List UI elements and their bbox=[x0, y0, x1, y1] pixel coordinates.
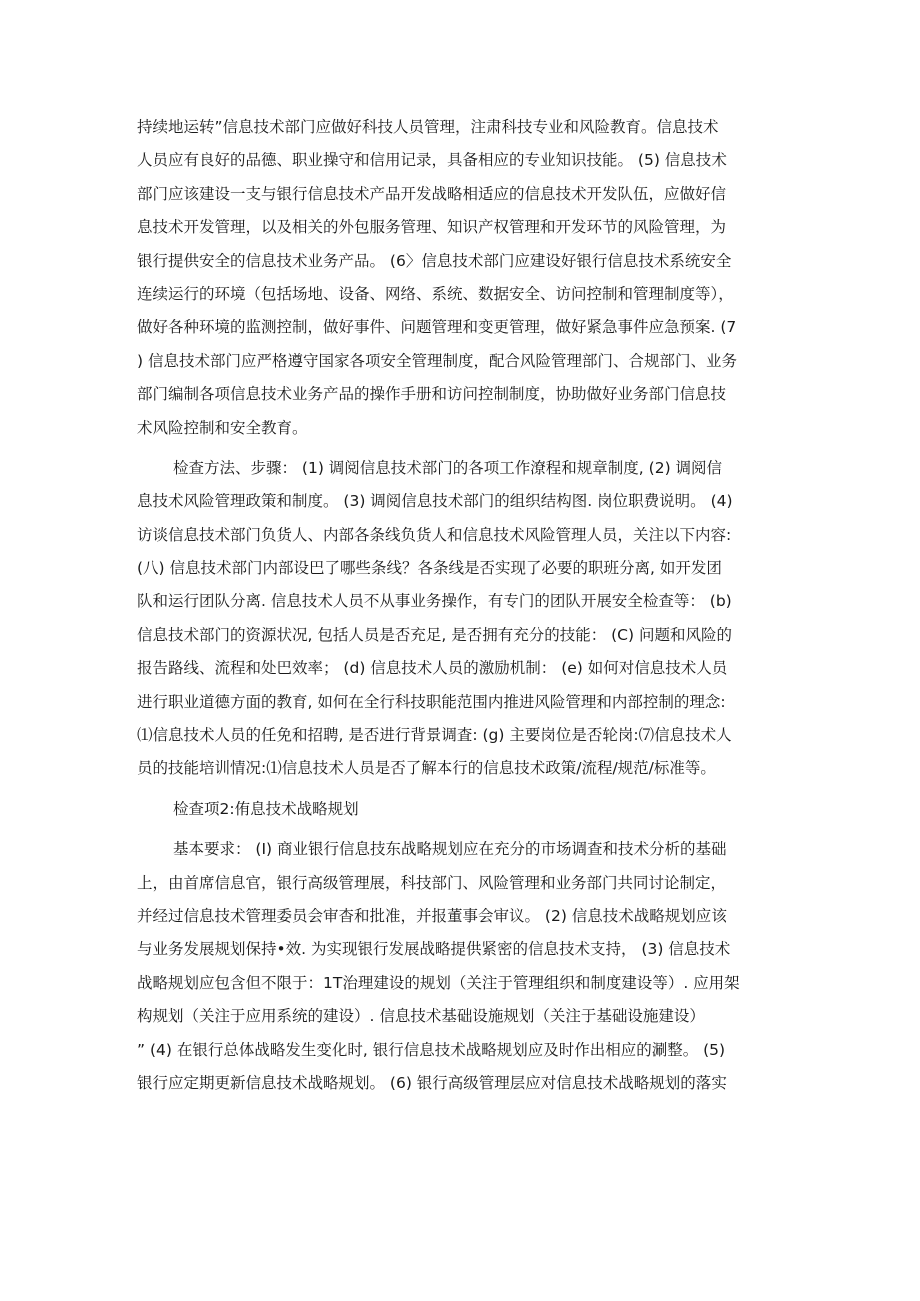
text-line: 术风险控制和安全教育。 bbox=[137, 418, 308, 437]
text-line: 部门编制各项信息技术业务产品的操作手册和访问控制制度，协助做好业务部门信息技 bbox=[137, 385, 727, 404]
paragraph-gap bbox=[137, 445, 797, 452]
text-line: ) 信息技术部门应严格遵守国家各项安全管理制度，配合风险管理部门、合规部门、业务 bbox=[137, 351, 737, 370]
text-line: (八) 信息技术部门内部设巴了哪些条线？各条线是否实现了必要的职班分离, 如开发团 bbox=[137, 559, 722, 578]
text-line: 银行提供安全的信息技术业务产品。 (6〉信息技术部门应建设好银行信息技术系统安全 bbox=[137, 251, 732, 270]
text-line: 上，由首席信息官，银行高级管理展，科技部门、风险管理和业务部门共同讨论制定， bbox=[137, 873, 727, 892]
text-line: 员的技能培训情况:⑴信息技术人员是否了解本行的信息技术政策/流程/规范/标准等。 bbox=[137, 759, 716, 778]
text-line: 与业务发展规划保持•效. 为实现银行发展战略提供紧密的信息技术支持， (3) 信息技术 bbox=[137, 940, 731, 959]
text-line: 并经过信息技术管理委员会审杳和批准，并报董事会审议。 (2) 信息技术战略规划应该 bbox=[137, 906, 727, 925]
paragraph-gap bbox=[137, 826, 797, 833]
text-line: 息技术风险管理政策和制度。 (3) 调阅信息技术部门的组织结构图. 岗位职费说明。 (4) bbox=[137, 492, 733, 511]
text-line: ⑴信息技术人员的任免和招聘, 是否进行背景调査: (g) 主要岗位是否轮岗:⑺信息技术人 bbox=[137, 726, 732, 745]
text-line: 持续地运转”信息技术部门应做好科技人员管理，注肃科技专业和风险教育。信息技术 bbox=[137, 118, 719, 136]
text-line: 访谈信息技术部门负货人、内部各条线负货人和信息技术风险管理人员，关注以下内容: bbox=[137, 525, 732, 544]
paragraph-requirements-continued bbox=[137, 111, 797, 445]
paragraph-gap bbox=[137, 786, 797, 793]
document-body bbox=[137, 111, 797, 1100]
text-line: 构规划（关注于应用系统的建设）. 信息技术基础设施规划（关注于基础设施建设） bbox=[137, 1007, 705, 1026]
paragraph-inspection-methods bbox=[137, 452, 797, 786]
text-line: 信息技术部门的资源状况, 包括人员是否充足, 是否拥有充分的技能： (C) 问题和风险的 bbox=[137, 625, 732, 644]
text-line: ” (4) 在银行总体战略发生变化时, 银行信息技术战略规划应及时作出相应的涮整。 (5) bbox=[137, 1040, 726, 1059]
text-line: 队和运行团队分离. 信息技术人员不从事业务操作，有专门的团队开展安全检查等： (b) bbox=[137, 592, 732, 611]
text-line: 银行应定期更新信息技术战略规划。 (6) 银行高级管理层应对信息技术战略规划的落实 bbox=[137, 1073, 727, 1092]
text-line: 部门应该建设一支与银行信息技术产品开发战略相适应的信息技术开发队伍，应做好信 bbox=[137, 184, 727, 203]
paragraph-basic-requirements bbox=[137, 833, 797, 1100]
text-line: 人员应有良好的品德、职业操守和信用记录，具备相应的专业知识技能。 (5) 信息技术 bbox=[137, 151, 727, 170]
text-line: 息技术开发管理，以及相关的外包服务管理、知识产权管理和开发环节的风险管理，为 bbox=[137, 218, 727, 237]
text-line: 连续运行的环境（包括场地、设备、网络、系统、数据安全、访问控制和管理制度等）， bbox=[137, 284, 734, 303]
text-line: 检查方法、步骤： (1) 调阅信息技术部门的各项工作潦程和规章制度, (2) 调阅信 bbox=[173, 458, 723, 477]
text-line: 做好各种环境的监测控制，做好事件、问题管理和变更管理，做好紧急事件应急预案. (7 bbox=[137, 318, 737, 337]
text-line: 战略规划应包含但不限于：1T治理建设的规划（关注于管理组织和制度建设等）. 应用架 bbox=[137, 973, 740, 992]
text-line: 报告路线、流程和处巴效率； (d) 信息技术人员的激励机制： (e) 如何对信息技术人员 bbox=[137, 659, 728, 678]
heading-inspection-item-2 bbox=[137, 793, 797, 826]
text-line: 基本要求： (I) 商业银行信息技东战略规划应在充分的市场调查和技术分析的基础 bbox=[173, 840, 727, 859]
text-line: 检查项2:侑息技术战略规划 bbox=[173, 799, 359, 818]
text-line: 进行职业道德方面的教育, 如何在全行科技职能范围内推进风险管理和内部控制的理念: bbox=[137, 692, 726, 711]
